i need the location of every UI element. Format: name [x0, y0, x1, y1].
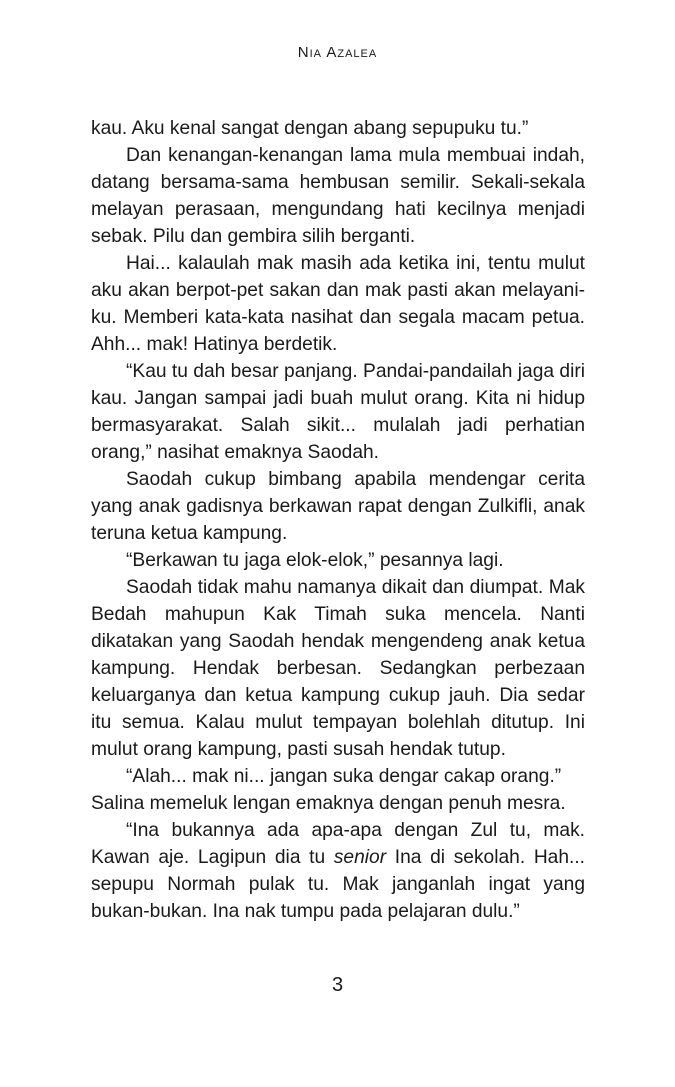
paragraph: Saodah cukup bimbang apabila mendengar cerita yang anak gadisnya berkawan rapat dengan Zulkifli, anak teruna ketua kampung.	[91, 469, 585, 544]
paragraph: “Kau tu dah besar panjang. Pandai-pandailah jaga diri kau. Jangan sampai jadi buah mulut orang. Kita ni hidup bermasyarakat. Salah sikit... mulalah jadi perhatian orang,” nasihat emaknya Saodah.	[91, 361, 585, 463]
paragraph-text: Ina di sekolah. Hah... sepupu Normah pulak tu. Mak janganlah ingat yang bukan-bukan. Ina nak tumpu pada pelajaran dulu.”	[91, 847, 586, 922]
paragraph: “Berkawan tu jaga elok-elok,” pesannya lagi.	[126, 550, 504, 571]
running-head: Nia Azalea	[297, 44, 378, 61]
paragraph: kau. Aku kenal sangat dengan abang sepupuku tu.”	[91, 118, 529, 139]
body-text	[91, 115, 585, 925]
page-number: 3	[331, 974, 344, 996]
italic-term: senior	[333, 847, 387, 868]
paragraph: Dan kenangan-kenangan lama mula membuai indah, datang bersama-sama hembusan semilir. Sekali-sekala melayan perasaan, mengundang hati kecilnya menjadi sebak. Pilu dan gembira silih berganti.	[91, 145, 585, 247]
paragraph: “Alah... mak ni... jangan suka dengar cakap orang.”	[126, 766, 562, 787]
paragraph: Saodah tidak mahu namanya dikait dan diumpat. Mak Bedah mahupun Kak Timah suka mencela. Nanti dikatakan yang Saodah hendak mengendeng anak ketua kampung. Hendak berbesan. Sedangkan perbezaan keluarganya dan ketua kampung cukup jauh. Dia sedar itu semua. Kalau mulut tempayan bolehlah ditutup. Ini mulut orang kampung, pasti susah hendak tutup.	[91, 577, 585, 760]
paragraph: Hai... kalaulah mak masih ada ketika ini, tentu mulut aku akan berpot-pet sakan dan mak pasti akan melayani-ku. Memberi kata-kata nasihat dan segala macam petua. Ahh... mak! Hatinya berdetik.	[91, 253, 585, 355]
paragraph-text: “Ina bukannya ada apa-apa dengan Zul tu, mak. Kawan aje. Lagipun dia tu	[91, 820, 585, 868]
paragraph	[91, 817, 585, 925]
paragraph: Salina memeluk lengan emaknya dengan penuh mesra.	[91, 793, 566, 814]
